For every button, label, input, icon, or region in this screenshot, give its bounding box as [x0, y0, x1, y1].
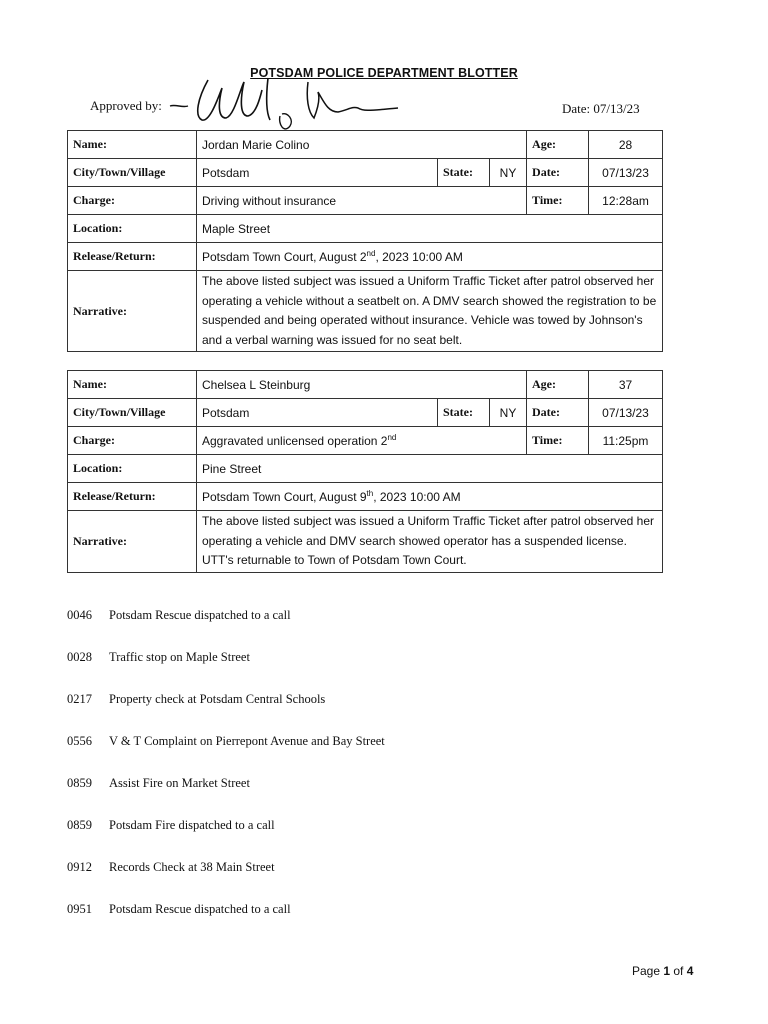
- log-description: Assist Fire on Market Street: [109, 776, 250, 790]
- age-value: 28: [589, 131, 663, 159]
- log-entry: [67, 608, 667, 650]
- record-table-1: [67, 130, 663, 352]
- log-time: 0028: [67, 650, 92, 664]
- log-entry: [67, 692, 667, 734]
- location-value: Maple Street: [197, 215, 663, 243]
- release-text: Potsdam Town Court, August 9: [202, 489, 367, 504]
- record-row-charge: [68, 187, 663, 215]
- log-description: V & T Complaint on Pierrepont Avenue and Bay Street: [109, 734, 385, 748]
- narrative-value: The above listed subject was issued a Uniform Traffic Ticket after patrol observed her operating a vehicle and DMV search showed operator has a suspended license. UTT's returnable to Town of Potsdam Town Court.: [197, 511, 663, 573]
- time-value: 11:25pm: [589, 427, 663, 455]
- record-row-name: [68, 131, 663, 159]
- city-value: Potsdam: [197, 159, 438, 187]
- page-mid: of: [670, 964, 687, 978]
- signature-image: [168, 68, 404, 138]
- charge-suffix: nd: [387, 432, 397, 442]
- age-label: Age:: [527, 371, 589, 399]
- approved-by-label: Approved by:: [90, 98, 162, 113]
- dispatch-log: [67, 608, 667, 944]
- age-label: Age:: [527, 131, 589, 159]
- location-label: Location:: [68, 455, 197, 483]
- charge-text: Aggravated unlicensed operation 2: [202, 433, 388, 448]
- time-label: Time:: [527, 427, 589, 455]
- page-prefix: Page: [632, 964, 664, 978]
- date-label: Date:: [527, 159, 589, 187]
- page-title: POTSDAM POLICE DEPARTMENT BLOTTER: [250, 66, 518, 80]
- state-value: NY: [490, 159, 527, 187]
- release-label: Release/Return:: [68, 483, 197, 511]
- log-entry: [67, 650, 667, 692]
- log-description: Traffic stop on Maple Street: [109, 650, 250, 664]
- page-current: 1: [663, 964, 671, 978]
- date-label: Date:: [527, 399, 589, 427]
- log-description: Property check at Potsdam Central Schools: [109, 692, 326, 706]
- charge-label: Charge:: [68, 427, 197, 455]
- log-time: 0217: [67, 692, 92, 706]
- log-entry: [67, 776, 667, 818]
- name-label: Name:: [68, 131, 197, 159]
- narrative-label: Narrative:: [68, 511, 197, 573]
- log-time: 0859: [67, 776, 92, 790]
- record-table-2: [67, 370, 663, 573]
- release-text-end: , 2023 10:00 AM: [375, 249, 463, 264]
- log-entry: [67, 734, 667, 776]
- release-suffix: th: [366, 488, 374, 498]
- record-row-narrative: [68, 511, 663, 573]
- record-row-release: [68, 243, 663, 271]
- name-value: Jordan Marie Colino: [197, 131, 527, 159]
- log-entry: [67, 902, 667, 944]
- location-label: Location:: [68, 215, 197, 243]
- log-entry: [67, 860, 667, 902]
- log-time: 0556: [67, 734, 92, 748]
- log-description: Potsdam Rescue dispatched to a call: [109, 902, 291, 916]
- release-suffix: nd: [366, 248, 376, 258]
- log-time: 0859: [67, 818, 92, 832]
- city-label: City/Town/Village: [68, 159, 197, 187]
- header-date: Date: 07/13/23: [562, 101, 640, 116]
- state-label: State:: [438, 399, 490, 427]
- state-value: NY: [490, 399, 527, 427]
- log-time: 0912: [67, 860, 92, 874]
- record-row-narrative: [68, 271, 663, 352]
- log-description: Records Check at 38 Main Street: [109, 860, 275, 874]
- page-total: 4: [686, 964, 694, 978]
- location-value: Pine Street: [197, 455, 663, 483]
- record-row-charge: [68, 427, 663, 455]
- release-label: Release/Return:: [68, 243, 197, 271]
- age-value: 37: [589, 371, 663, 399]
- narrative-label: Narrative:: [68, 271, 197, 352]
- state-label: State:: [438, 159, 490, 187]
- record-row-name: [68, 371, 663, 399]
- record-row-release: [68, 483, 663, 511]
- name-label: Name:: [68, 371, 197, 399]
- time-label: Time:: [527, 187, 589, 215]
- release-value: [197, 483, 663, 511]
- log-entry: [67, 818, 667, 860]
- date-value: 07/13/23: [589, 159, 663, 187]
- log-time: 0951: [67, 902, 92, 916]
- city-value: Potsdam: [197, 399, 438, 427]
- record-row-city: [68, 399, 663, 427]
- charge-label: Charge:: [68, 187, 197, 215]
- record-row-location: [68, 215, 663, 243]
- log-time: 0046: [67, 608, 92, 622]
- date-value: 07/13/23: [589, 399, 663, 427]
- narrative-value: The above listed subject was issued a Uniform Traffic Ticket after patrol observed her operating a vehicle without a seatbelt on. A DMV search showed the registration to be suspended and being operated without insurance. Vehicle was towed by Johnson's and a verbal warning was issued for no seat belt.: [197, 271, 663, 352]
- record-row-city: [68, 159, 663, 187]
- release-text: Potsdam Town Court, August 2: [202, 249, 367, 264]
- log-description: Potsdam Fire dispatched to a call: [109, 818, 275, 832]
- city-label: City/Town/Village: [68, 399, 197, 427]
- time-value: 12:28am: [589, 187, 663, 215]
- release-text-end: , 2023 10:00 AM: [373, 489, 461, 504]
- page-number: [632, 964, 693, 978]
- record-row-location: [68, 455, 663, 483]
- charge-value: [197, 427, 527, 455]
- release-value: [197, 243, 663, 271]
- charge-value: Driving without insurance: [197, 187, 527, 215]
- name-value: Chelsea L Steinburg: [197, 371, 527, 399]
- log-description: Potsdam Rescue dispatched to a call: [109, 608, 291, 622]
